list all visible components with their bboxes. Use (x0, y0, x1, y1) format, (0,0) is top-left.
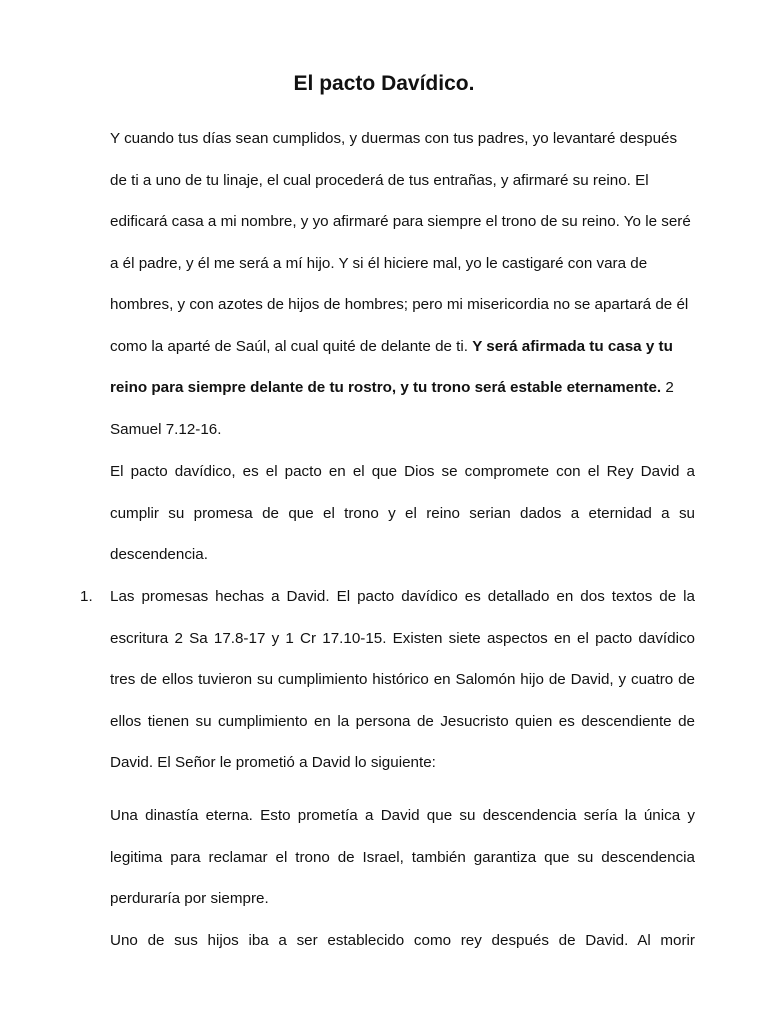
list-number: 1. (80, 588, 93, 605)
scripture-paragraph (110, 118, 695, 450)
list-item-promises: Las promesas hechas a David. El pacto davídico es detallado en dos textos de la escritura 2 Sa 17.8-17 y 1 Cr 17.10-15. Existen siete aspectos en el pacto davídico tres de ellos tuvieron su cumplimiento histórico en Salomón hijo de David, y cuatro de ellos tienen su cumplimiento en la persona de Jesucristo quien es descendiente de David. El Señor le prometió a David lo siguiente: (110, 588, 695, 771)
dynasty-paragraph: Una dinastía eterna. Esto prometía a David que su descendencia sería la única y legitima para reclamar el trono de Israel, también garantiza que su descendencia perduraría por siempre. (110, 807, 695, 907)
definition-paragraph: El pacto davídico, es el pacto en el que Dios se compromete con el Rey David a cumplir su promesa de que el trono y el reino serian dados a eternidad a su descendencia. (110, 463, 695, 563)
scripture-text: Y cuando tus días sean cumplidos, y duermas con tus padres, yo levantaré después de ti a uno de tu linaje, el cual procederá de tus entrañas, y afirmaré su reino. El edificará casa a mi nombre, y yo afirmaré para siempre el trono de su reino. Yo le seré a él padre, y él me será a mí hijo. Y si él hiciere mal, yo le castigaré con vara de hombres, y con azotes de hijos de hombres; pero mi misericordia no se apartará de él como la aparté de Saúl, al cual quité de delante de ti. (110, 130, 691, 355)
document-title: El pacto Davídico. (293, 72, 475, 95)
scripture-bold-text: Y será afirmada tu casa y tu reino para siempre delante de tu rostro, y tu trono será estable eternamente. (110, 337, 673, 396)
continuation-paragraph: Uno de sus hijos iba a ser establecido como rey después de David. Al morir (110, 932, 695, 949)
scripture-reference: 2 Samuel 7.12-16. (110, 379, 674, 438)
